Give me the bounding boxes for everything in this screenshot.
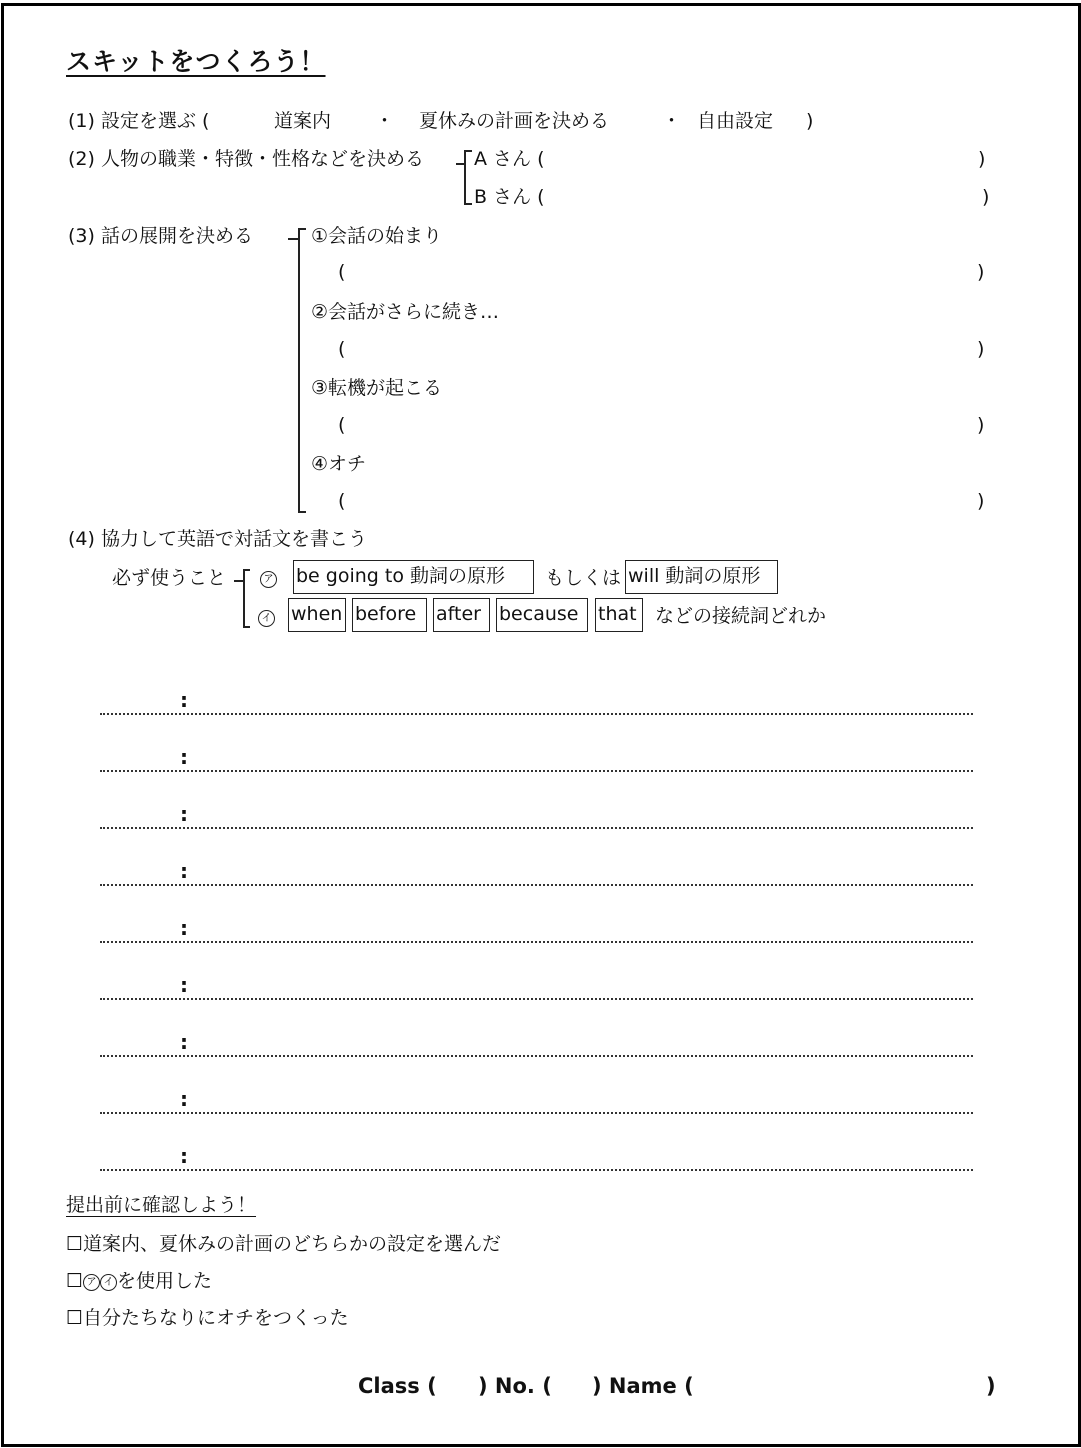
speaker-colon: : [180, 688, 188, 712]
mark-a-icon: ア [260, 566, 277, 590]
step2-brace [464, 203, 472, 205]
plot-item-start: ①会話の始まり [311, 225, 443, 247]
phrase-be-going-to: be going to 動詞の原形 [293, 560, 534, 594]
speaker-colon: : [180, 745, 188, 769]
dialogue-line[interactable] [100, 1112, 973, 1114]
person-a-label: A さん ( [474, 148, 545, 170]
checklist-item[interactable] [66, 1232, 501, 1256]
step3-label: (3) 話の展開を決める [68, 225, 253, 247]
speaker-colon: : [180, 916, 188, 940]
conj-before: before [352, 598, 427, 632]
plot-item-punchline: ④オチ [311, 453, 367, 475]
step1-label: (1) 設定を選ぶ ( [68, 110, 210, 132]
person-a-close: ) [978, 148, 986, 170]
checkbox-icon[interactable]: ☐ [66, 1270, 84, 1292]
speaker-colon: : [180, 802, 188, 826]
checklist-item[interactable] [66, 1269, 212, 1293]
step3-brace [298, 511, 306, 513]
name-label: ) Name ( [592, 1374, 694, 1398]
step4-label: (4) 協力して英語で対話文を書こう [68, 528, 367, 550]
dialogue-line[interactable] [100, 941, 973, 943]
dialogue-line[interactable] [100, 1169, 973, 1171]
plot-punchline-close: ) [977, 490, 985, 512]
name-close: ) [986, 1374, 996, 1398]
plot-turn-close: ) [977, 414, 985, 436]
phrase-will: will 動詞の原形 [625, 560, 778, 594]
number-label: ) No. ( [478, 1374, 552, 1398]
step2-brace [464, 150, 466, 204]
option-directions[interactable]: 道案内 [274, 110, 332, 132]
person-b-label: B さん ( [474, 186, 545, 208]
speaker-colon: : [180, 1030, 188, 1054]
checklist-item[interactable] [66, 1306, 349, 1330]
conj-after: after [433, 598, 490, 632]
conj-when: when [288, 598, 346, 632]
class-label: Class ( [358, 1374, 437, 1398]
speaker-colon: : [180, 859, 188, 883]
plot-start-open: ( [338, 261, 346, 283]
checklist-item-label: 道案内、夏休みの計画のどちらかの設定を選んだ [83, 1233, 502, 1255]
conj-that: that [595, 598, 643, 632]
plot-item-turn: ③転機が起こる [311, 377, 443, 399]
mark-i-icon: イ [258, 605, 275, 629]
step3-brace [298, 228, 300, 512]
dialogue-line[interactable] [100, 827, 973, 829]
plot-turn-open: ( [338, 414, 346, 436]
step4-brace [243, 626, 250, 628]
plot-item-continue: ②会話がさらに続き… [311, 301, 500, 323]
plot-punchline-open: ( [338, 490, 346, 512]
must-use-label: 必ず使うこと [112, 567, 227, 589]
checkbox-icon[interactable]: ☐ [66, 1307, 84, 1329]
step2-label: (2) 人物の職業・特徴・性格などを決める [68, 148, 424, 170]
page-border [1, 3, 1081, 1447]
checklist-item-label: 自分たちなりにオチをつくった [83, 1307, 349, 1329]
plot-start-close: ) [977, 261, 985, 283]
conj-because: because [496, 598, 588, 632]
speaker-colon: : [180, 1087, 188, 1111]
step4-brace [243, 569, 250, 571]
speaker-colon: : [180, 1144, 188, 1168]
checklist-item-label: を使用した [117, 1270, 213, 1292]
mark-a-icon: ア [83, 1274, 100, 1291]
plot-continue-open: ( [338, 338, 346, 360]
dialogue-line[interactable] [100, 1055, 973, 1057]
step3-brace [298, 228, 306, 230]
option-free-setting[interactable]: 自由設定 [697, 110, 774, 132]
person-b-close: ) [982, 186, 990, 208]
speaker-colon: : [180, 973, 188, 997]
conj-suffix: などの接続詞どれか [655, 605, 827, 627]
plot-continue-close: ) [977, 338, 985, 360]
step3-brace [288, 238, 298, 240]
step4-brace [243, 569, 245, 627]
step4-brace [234, 580, 243, 582]
option-separator: ・ [375, 110, 395, 132]
dialogue-line[interactable] [100, 770, 973, 772]
dialogue-line[interactable] [100, 884, 973, 886]
step2-brace [464, 150, 472, 152]
mark-i-icon: イ [100, 1274, 117, 1291]
dialogue-line[interactable] [100, 713, 973, 715]
checklist-heading: 提出前に確認しよう！ [66, 1194, 257, 1216]
checkbox-icon[interactable]: ☐ [66, 1233, 84, 1255]
step1-close-paren: ) [806, 110, 814, 132]
dialogue-line[interactable] [100, 998, 973, 1000]
option-summer-plan[interactable]: 夏休みの計画を決める [419, 110, 610, 132]
option-separator: ・ [662, 110, 682, 132]
or-text: もしくは [545, 567, 622, 589]
step2-brace [456, 163, 464, 165]
worksheet-title: スキットをつくろう！ [66, 47, 326, 76]
